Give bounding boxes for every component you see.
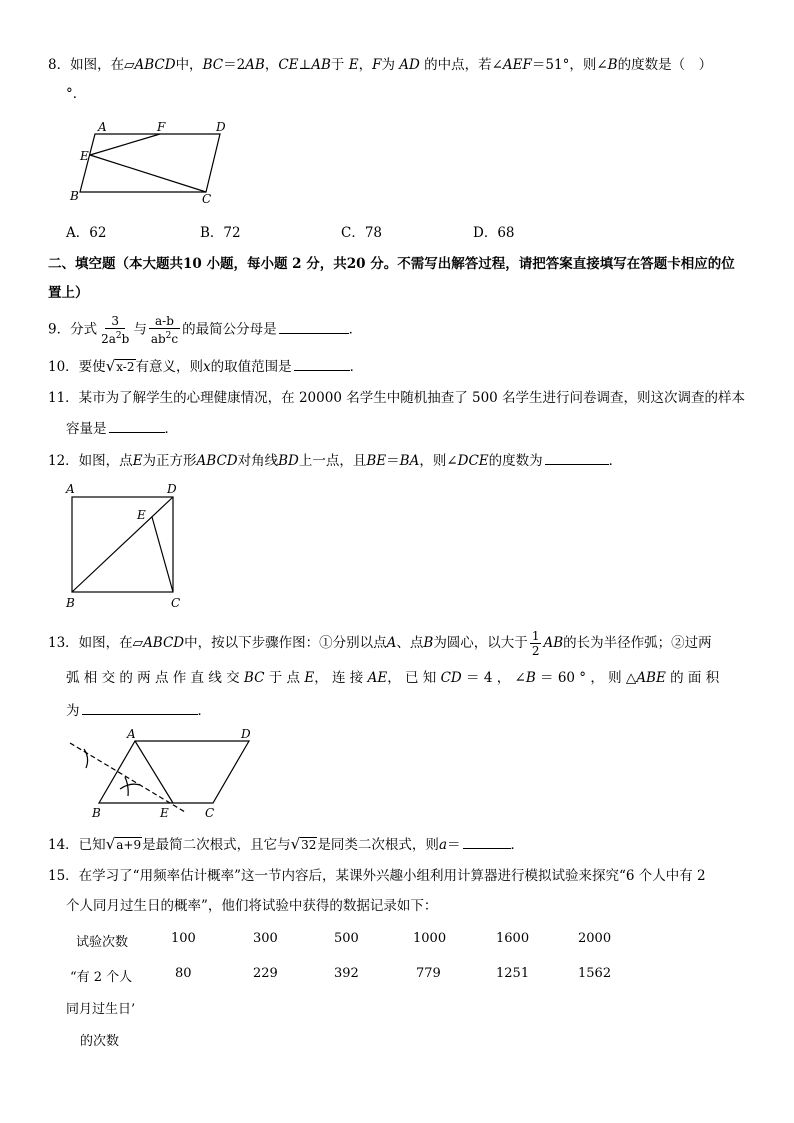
q12-line: 12．如图，点E为正方形ABCD对角线BD上一点，且BE＝BA，则∠DCE的度数为 ． [48, 450, 622, 471]
q14-answer-blank[interactable] [463, 834, 511, 849]
q12-label-c: C [171, 596, 181, 610]
q8-label-d: D [216, 120, 226, 134]
q13-label-d: D [241, 727, 251, 741]
q14-sqrt-2: √32 [290, 835, 317, 853]
q8-option-c: C．78 [341, 225, 383, 241]
q10-line: 10．要使√x-2有意义，则x的取值范围是 ． [48, 357, 364, 375]
q15-table-row2-label-2: 同月过生日’ [66, 1002, 136, 1017]
q12-label-d: D [167, 482, 177, 496]
q12-label-a: A [66, 482, 75, 496]
q8-label-f: F [157, 120, 166, 134]
q15-table-cell: 300 [253, 931, 278, 946]
q15-line2: 个人同月过生日的概率”，他们将试验中获得的数据记录如下： [66, 898, 438, 914]
q8-label-c: C [202, 192, 212, 206]
q15-table-row2-label-1: “有 2 个人 [70, 970, 133, 985]
q14-sqrt-1: √a+9 [105, 835, 142, 853]
q13-line2: 弧 相 交 的 两 点 作 直 线 交 BC 于 点 E， 连 接 AE， 已 知 CD ＝ 4 ， ∠B ＝ 60 ° ， 则 △ABE 的 面 积 [66, 670, 720, 686]
q8-option-a: A．62 [66, 225, 107, 241]
q15-table-cell: 392 [334, 966, 359, 981]
q14-line: 14．已知√a+9是最简二次根式，且它与√32是同类二次根式，则a＝ ． [48, 835, 524, 853]
q15-table-row2-label-3: 的次数 [80, 1034, 120, 1049]
q13-label-c: C [205, 806, 215, 820]
q13-label-b: B [92, 806, 101, 820]
q13-label-a: A [127, 727, 136, 741]
q8-line1: 8．如图，在▱ABCD中，BC＝2AB，CE⊥AB于 E，F为 AD 的中点，若∠AEF＝51°，则∠B的度数是（ ） [48, 57, 713, 73]
q8-option-b: B．72 [200, 225, 241, 241]
q15-table-cell: 500 [334, 931, 359, 946]
q13-label-e: E [160, 806, 169, 820]
q15-table-row1-label: 试验次数 [76, 935, 129, 950]
q15-table-cell: 1600 [496, 931, 530, 946]
q15-table-cell: 80 [175, 966, 192, 981]
q15-table-cell: 2000 [578, 931, 612, 946]
q8-label-b: B [70, 189, 79, 203]
q15-table-cell: 229 [253, 966, 278, 981]
q15-table-cell: 1251 [496, 966, 530, 981]
q15-table-cell: 1000 [413, 931, 447, 946]
q13-parallelogram [99, 741, 249, 803]
q15-table-cell: 1562 [578, 966, 612, 981]
q15-line1: 15．在学习了“用频率估计概率”这一节内容后，某课外兴趣小组利用计算器进行模拟试验来探究“6 个人中有 2 [48, 868, 706, 884]
q13-line3: 为 ． [66, 700, 211, 721]
q11-line1: 11．某市为了解学生的心理健康情况，在 20000 名学生中随机抽查了 500 名学生进行问卷调查，则这次调查的样本 [48, 390, 746, 406]
q9-fraction-2: $\frac{a-b}{ab^2c}$ [150, 314, 179, 346]
q8-line2: °． [66, 86, 87, 102]
q8-option-d: D．68 [473, 225, 515, 241]
q13-arc-lower-cross [120, 784, 140, 789]
q12-label-e: E [137, 508, 146, 522]
q8-label-e: E [80, 149, 89, 163]
q12-label-b: B [66, 596, 75, 610]
q13-half-fraction: $\frac{1}{2}$ [531, 629, 540, 658]
q15-table-cell: 779 [416, 966, 441, 981]
q10-sqrt: √x-2 [105, 357, 135, 375]
q9-fraction-1: $\frac{3}{2a^2b}$ [101, 314, 130, 346]
q15-table-cell: 100 [171, 931, 196, 946]
q9-line: 9．分式 $\frac{3}{2a^2b}$ 与 $\frac{a-b}{ab^2c}$ 的最简公分母是 ． [48, 314, 363, 346]
section2-heading-line2: 置上） [48, 285, 89, 301]
section2-heading-line1: 二、填空题（本大题共10 小题，每小题 2 分，共20 分。不需写出解答过程，请把答案直接填写在答题卡相应的位 [48, 256, 735, 272]
q11-line2: 容量是 ． [66, 418, 178, 439]
q8-label-a: A [98, 120, 107, 134]
q13-line1: 13．如图，在▱ABCD中，按以下步骤作图：①分别以点A、点B为圆心，以大于 $\frac{1}{2}$ AB的长为半径作弧；②过两 [48, 629, 712, 658]
